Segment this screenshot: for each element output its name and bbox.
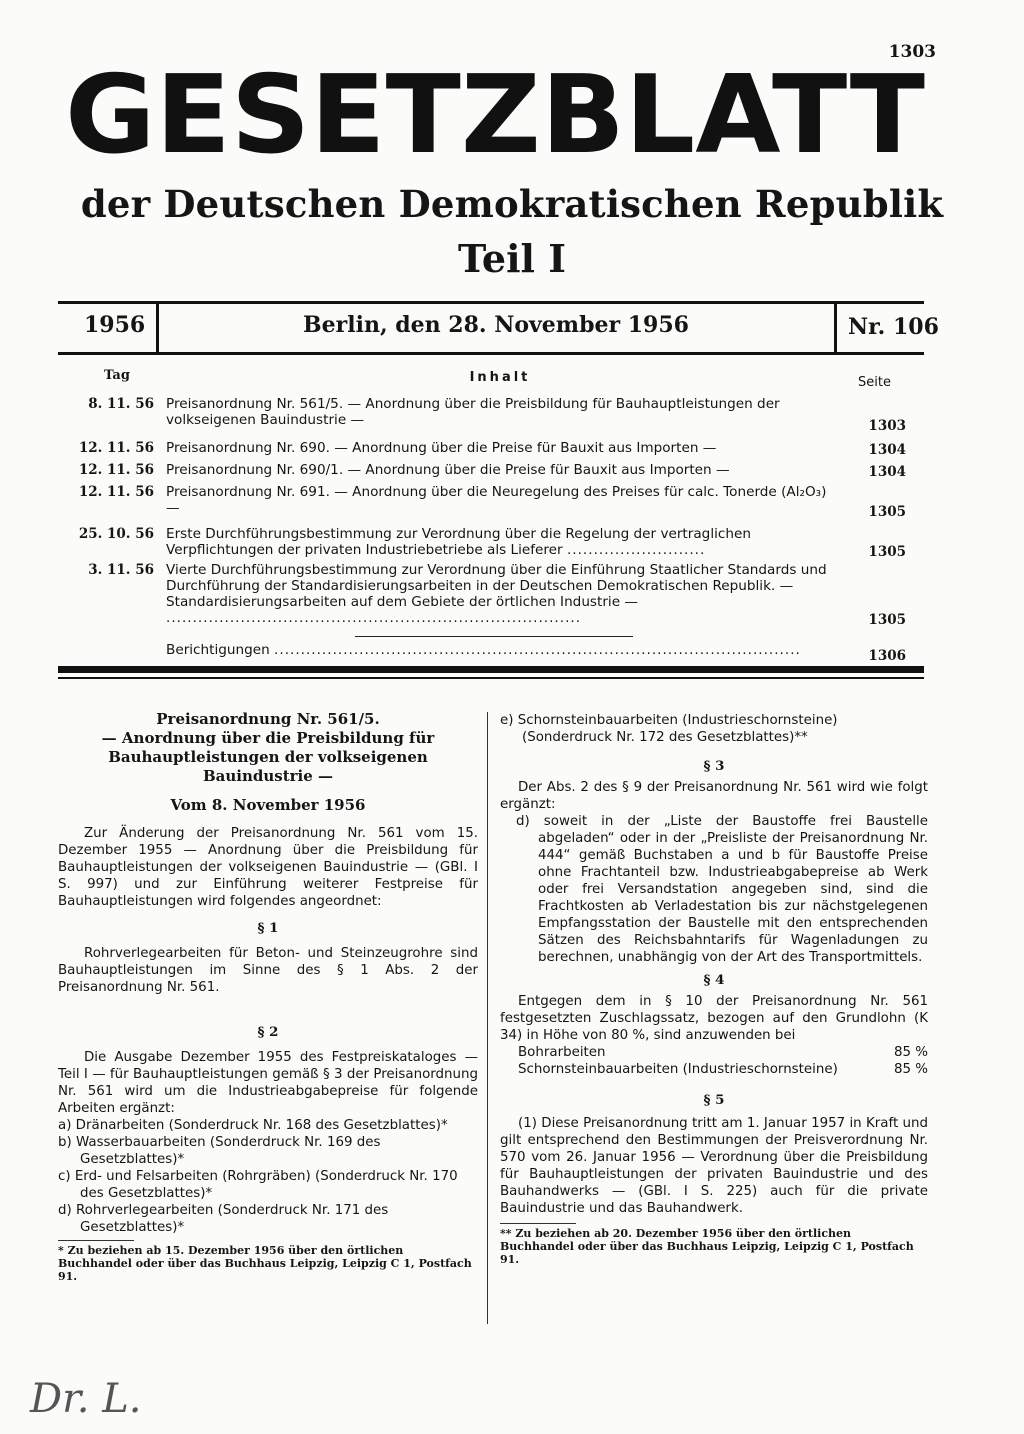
leader-dots: ................................................................................................... xyxy=(274,642,801,658)
toc-entry-text xyxy=(166,562,828,626)
toc-entry-page: 1305 xyxy=(868,504,906,520)
rate-label: Bohrarbeiten xyxy=(518,1045,606,1060)
section-3-intro: Der Abs. 2 des § 9 der Preisanordnung Nr. 561 wird wie folgt ergänzt: xyxy=(500,780,928,812)
rate-label: Schornsteinbauarbeiten (Industrieschornsteine) xyxy=(518,1062,838,1077)
section-4-text: Entgegen dem in § 10 der Preisanordnung Nr. 561 festgesetzten Zuschlagssatz, bezogen auf den Grundlohn (K 34) in Höhe von 80 %, sind anzuwenden bei xyxy=(500,994,928,1043)
masthead xyxy=(60,64,930,164)
toc-col-day: Tag xyxy=(104,368,130,383)
footnote: ** Zu beziehen ab 20. Dezember 1956 über den örtlichen Buchhandel oder über das Buchhaus Leipzig, Leipzig C 1, Postfach 91. xyxy=(500,1227,914,1266)
toc-separator xyxy=(355,636,633,637)
list-item: e) Schornsteinbauarbeiten (Industrieschornsteine) (Sonderdruck Nr. 172 des Gesetzblattes)** xyxy=(500,713,838,745)
footnote-rule xyxy=(58,1240,134,1241)
masthead-title: GESETZBLATT xyxy=(65,64,926,164)
signature-text: Dr. L. xyxy=(30,1376,142,1422)
section-heading: § 1 xyxy=(257,920,279,936)
section-3-item-d: d) soweit in der „Liste der Baustoffe frei Baustelle abgeladen“ oder in der „Preisliste der Preisanordnung Nr. 444“ gemäß Buchstaben a und b für Baustoffe Preise ohne Frachtanteil bzw. Industrieabgabepreise ab Werk oder frei Versandstation angegeben sind, sind die Frachtkosten ab Verladestation bis zur nächstgelegenen Empfangsstation der Baustelle mit den entsprechenden Sätzen des Reichsbahntarifs für Wagenladungen zu berechnen, unabhängig von der Art des Transportmittels. xyxy=(516,814,928,965)
section-heading: § 2 xyxy=(257,1024,279,1040)
section-rule-heavy xyxy=(58,666,924,673)
list-item: a) Dränarbeiten (Sonderdruck Nr. 168 des Gesetzblattes)* xyxy=(58,1118,448,1133)
subtitle: der Deutschen Demokratischen Republik xyxy=(80,182,944,226)
left-column xyxy=(58,710,478,1283)
handwritten-signature xyxy=(26,1372,146,1422)
section-1-text: Rohrverlegearbeiten für Beton- und Steinzeugrohre sind Bauhauptleistungen im Sinne des § 1 Abs. 2 der Preisanordnung Nr. 561. xyxy=(58,946,478,995)
toc-entry-page: 1305 xyxy=(868,612,906,628)
leader-dots: .......................... xyxy=(566,542,706,558)
toc-entry-date: 12. 11. 56 xyxy=(78,484,154,500)
place-date: Berlin, den 28. November 1956 xyxy=(303,312,689,338)
toc-entry-title: Vierte Durchführungsbestimmung zur Verordnung über die Einführung Staatlicher Standards und Durchführung der Standardisierungsarbeiten in der Deutschen Demokratischen Republik. — Standardisierungsarbeiten auf dem Gebiete der örtlichen Industrie — xyxy=(166,562,827,610)
toc-entry-text xyxy=(166,396,828,428)
toc-entry-title: Erste Durchführungsbestimmung zur Verordnung über die Regelung der vertraglichen Verpflichtungen der privaten Industriebetriebe als Lieferer xyxy=(166,526,751,558)
toc-entry-title: Preisanordnung Nr. 561/5. — Anordnung über die Preisbildung für Bauhauptleistungen der volkseigenen Bauindustrie — xyxy=(166,396,780,428)
leader-dots: .............................................................................. xyxy=(166,610,582,626)
toc-entry-title: Preisanordnung Nr. 691. — Anordnung über die Neuregelung des Preises für calc. Tonerde (Al₂O₃) — xyxy=(166,484,827,516)
date-bar-divider xyxy=(834,304,837,352)
toc-entry-page: 1305 xyxy=(868,544,906,560)
toc-col-contents: Inhalt xyxy=(469,370,531,385)
toc-col-page: Seite xyxy=(858,375,891,390)
decree-title: Preisanordnung Nr. 561/5. xyxy=(156,710,380,728)
toc-entry-text xyxy=(166,484,828,516)
toc-entry-date: 12. 11. 56 xyxy=(78,462,154,478)
section-2-text: Die Ausgabe Dezember 1955 des Festpreiskataloges — Teil I — für Bauhauptleistungen gemäß § 3 der Preisanordnung Nr. 561 wird um die Industrieabgabepreise für folgende Arbeiten ergänzt: xyxy=(58,1050,478,1116)
date-bar-bottom-rule xyxy=(58,352,924,355)
toc-entry-date: 25. 10. 56 xyxy=(78,526,154,542)
section-heading: § 5 xyxy=(703,1092,725,1108)
toc-entry-text xyxy=(166,440,828,456)
right-column xyxy=(500,712,928,1266)
list-item: c) Erd- und Felsarbeiten (Rohrgräben) (Sonderdruck Nr. 170 des Gesetzblattes)* xyxy=(58,1169,458,1201)
section-heading: § 3 xyxy=(703,758,725,774)
toc-entry-title: Preisanordnung Nr. 690. — Anordnung über die Preise für Bauxit aus Importen — xyxy=(166,440,717,456)
decree-date: Vom 8. November 1956 xyxy=(170,796,366,814)
rate-value: 85 % xyxy=(893,1062,928,1077)
rate-row xyxy=(500,1061,928,1078)
toc-entry-date: 8. 11. 56 xyxy=(88,396,154,412)
corrections-label: Berichtigungen xyxy=(166,642,270,658)
toc-entry-date: 3. 11. 56 xyxy=(88,562,154,578)
footnote: * Zu beziehen ab 15. Dezember 1956 über den örtlichen Buchhandel oder über das Buchhaus Leipzig, Leipzig C 1, Postfach 91. xyxy=(58,1244,472,1283)
part-label: Teil I xyxy=(458,236,566,281)
decree-subtitle: — Anordnung über die Preisbildung für Bauhauptleistungen der volkseigenen Bauindustrie — xyxy=(101,729,435,785)
toc-entry-page: 1306 xyxy=(868,648,906,664)
section-rule-thin xyxy=(58,677,924,679)
toc-entry-text xyxy=(166,526,828,558)
toc-entry-text xyxy=(166,642,828,658)
issue-number: Nr. 106 xyxy=(848,314,939,340)
year: 1956 xyxy=(84,312,146,338)
footnote-rule xyxy=(500,1223,576,1224)
section-heading: § 4 xyxy=(703,972,725,988)
toc-entry-title: Preisanordnung Nr. 690/1. — Anordnung über die Preise für Bauxit aus Importen — xyxy=(166,462,730,478)
list-item: d) Rohrverlegearbeiten (Sonderdruck Nr. 171 des Gesetzblattes)* xyxy=(58,1203,389,1235)
date-bar-top-rule xyxy=(58,301,924,304)
page-number: 1303 xyxy=(888,42,936,62)
toc-entry-page: 1304 xyxy=(868,464,906,480)
rate-row xyxy=(500,1044,928,1061)
toc-entry-page: 1303 xyxy=(868,418,906,434)
date-bar-divider xyxy=(156,304,159,352)
list-item: b) Wasserbauarbeiten (Sonderdruck Nr. 169 des Gesetzblattes)* xyxy=(58,1135,381,1167)
section-5-text: (1) Diese Preisanordnung tritt am 1. Januar 1957 in Kraft und gilt entsprechend den Bestimmungen der Preisverordnung Nr. 570 vom 26. Januar 1956 — Verordnung über die Preisbildung für Bauhauptleistungen der privaten Bauindustrie und des Bauhandwerks — (GBl. I S. 225) auch für die private Bauindustrie und das Bauhandwerk. xyxy=(500,1116,928,1216)
rate-value: 85 % xyxy=(893,1045,928,1060)
toc-entry-text xyxy=(166,462,828,478)
intro-paragraph: Zur Änderung der Preisanordnung Nr. 561 vom 15. Dezember 1955 — Anordnung über die Preisbildung für Bauhauptleistungen der volkseigenen Bauindustrie — (GBl. I S. 997) und zur Einführung weiterer Festpreise für Bauhauptleistungen wird folgendes angeordnet: xyxy=(58,826,478,909)
toc-entry-page: 1304 xyxy=(868,442,906,458)
toc-entry-date: 12. 11. 56 xyxy=(78,440,154,456)
column-divider xyxy=(487,712,488,1324)
